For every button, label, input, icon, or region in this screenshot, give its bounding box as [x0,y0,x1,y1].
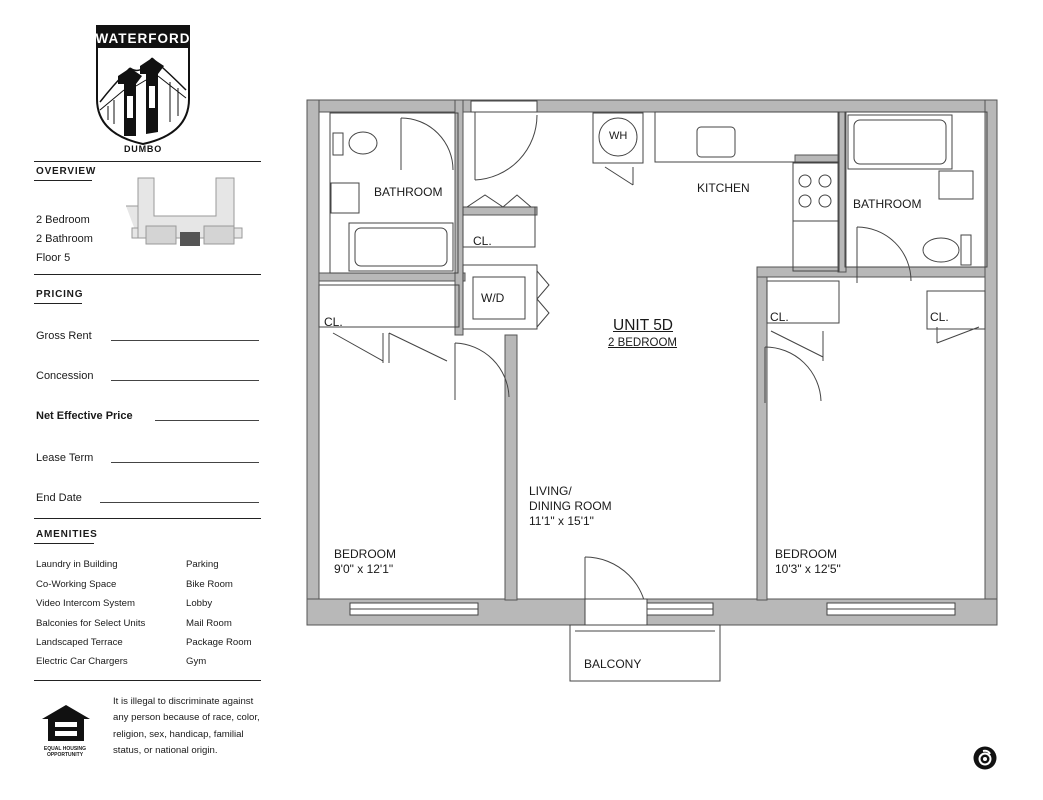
equal-housing-icon [38,703,94,743]
concession-field [111,380,259,381]
amenity-item: Balconies for Select Units [36,618,146,629]
room-label-water-heater: WH [609,130,628,142]
amenity-item: Lobby [186,598,213,609]
room-label-closet-far-right: CL. [930,310,949,324]
overview-bathrooms: 2 Bathroom [36,233,93,245]
divider [34,680,261,681]
amenity-item: Laundry in Building [36,559,118,570]
room-dims-living: 11'1" x 15'1" [529,514,594,528]
overview-bedrooms: 2 Bedroom [36,214,90,226]
divider [34,274,261,275]
pricing-underline [34,303,82,304]
room-label-dining: DINING ROOM [529,499,612,513]
end-date-field [100,502,259,503]
wall-bath-right [757,267,985,277]
logo-neighborhood: DUMBO [124,144,162,154]
amenity-item: Gym [186,656,207,667]
room-label-closet-hall: CL. [473,234,492,248]
wall-left [307,100,319,625]
room-label-washer-dryer: W/D [481,291,505,305]
waterford-logo [94,24,192,154]
room-dims-bedroom-left: 9'0" x 12'1" [334,562,394,576]
pricing-heading: PRICING [36,289,84,300]
brand-badge-icon [973,746,997,770]
room-label-bathroom-left: BATHROOM [374,185,443,199]
sidebar [0,0,270,800]
room-label-bathroom-right: BATHROOM [853,197,922,211]
room-label-bedroom-left: BEDROOM [334,547,397,561]
net-effective-price-field [155,420,259,421]
wall-core [463,207,537,215]
net-effective-price-label: Net Effective Price [36,410,133,422]
gross-rent-label: Gross Rent [36,330,92,342]
logo-brand: WATERFORD [95,31,191,46]
unit-title: UNIT 5D [613,317,674,334]
amenity-item: Package Room [186,637,252,648]
amenity-item: Co-Working Space [36,579,117,590]
overview-underline [34,180,92,181]
room-dims-bedroom-right: 10'3" x 12'5" [775,562,841,576]
bridge-shield-icon [94,24,192,154]
wall-bath-left [319,273,465,281]
concession-label: Concession [36,370,94,382]
wall-living-left [505,335,517,600]
unit-subtitle: 2 BEDROOM [608,337,678,349]
room-label-closet-mid-right: CL. [770,310,789,324]
amenity-item: Electric Car Chargers [36,656,128,667]
amenity-item: Video Intercom System [36,598,136,609]
floor-plan [295,95,1005,690]
room-label-living: LIVING/ [529,484,572,498]
amenity-item: Parking [186,559,219,570]
amenities-heading: AMENITIES [36,529,98,540]
overview-floor: Floor 5 [36,252,71,264]
wall-living-right [757,275,767,600]
lease-term-label: Lease Term [36,452,94,464]
floor-keyplan-icon [124,176,264,248]
divider [34,161,261,162]
room-label-kitchen: KITCHEN [697,181,750,195]
wall-top [307,100,997,112]
amenity-item: Mail Room [186,618,232,629]
lease-term-field [111,462,259,463]
room-label-bedroom-right: BEDROOM [775,547,838,561]
room-label-closet-left: CL. [324,315,343,329]
end-date-label: End Date [36,492,82,504]
amenity-item: Bike Room [186,579,233,590]
gross-rent-field [111,340,259,341]
amenity-item: Landscaped Terrace [36,637,123,648]
fair-housing-notice: It is illegal to discriminate against any person because of race, color, religion, sex, handicap, familial status, or national origin. [113,696,260,757]
room-label-balcony: BALCONY [584,657,642,671]
amenities-underline [34,543,94,544]
equal-housing-caption: EQUAL HOUSING OPPORTUNITY [43,746,87,758]
overview-heading: OVERVIEW [36,166,97,177]
divider [34,518,261,519]
